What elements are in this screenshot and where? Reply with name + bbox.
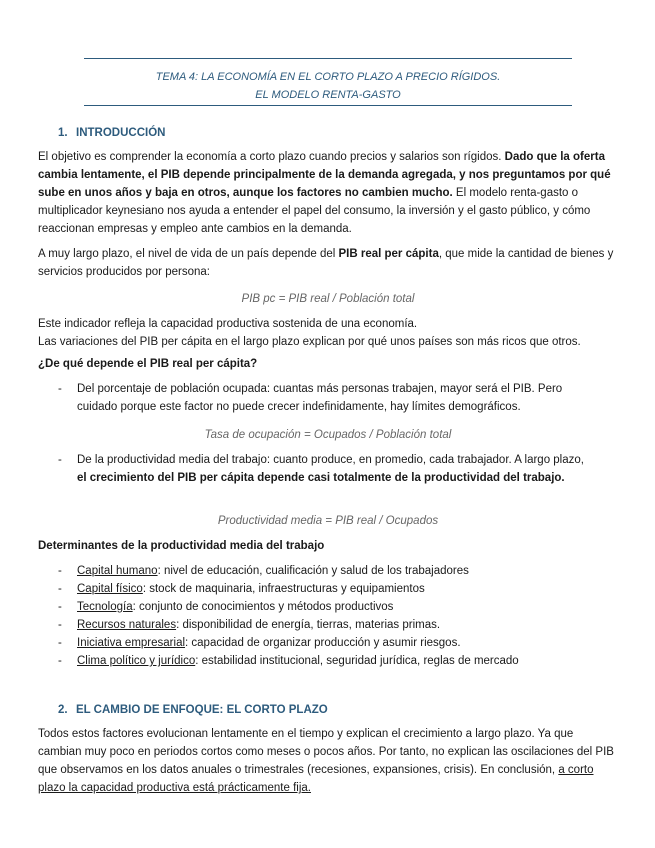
question-heading: ¿De qué depende el PIB real per cápita? <box>38 358 258 370</box>
section-1-title: INTRODUCCIÓN <box>76 127 166 139</box>
determinant-term: Clima político y jurídico <box>77 655 196 667</box>
list-dash: - <box>58 601 62 613</box>
gdp-text-bold: PIB real per cápita <box>338 248 439 260</box>
short-run-paragraph <box>38 725 618 797</box>
gdp-text-a: A muy largo plazo, el nivel de vida de un país depende del <box>38 248 339 260</box>
title-top-rule <box>84 58 572 59</box>
intro-text-bold: Dado que la oferta cambia lentamente, el PIB depende principalmente de la demanda agregada, y nos preguntamos por qué sube en unos años y baja en otros, aunque los factores no cambien mucho. <box>38 151 611 199</box>
determinant-desc: : conjunto de conocimientos y métodos productivos <box>132 601 394 613</box>
section-2-title: EL CAMBIO DE ENFOQUE: EL CORTO PLAZO <box>76 704 328 716</box>
determinant-desc: : estabilidad institucional, seguridad jurídica, reglas de mercado <box>195 655 519 667</box>
indicator-line-1: Este indicador refleja la capacidad productiva sostenida de una economía. <box>38 318 418 330</box>
title-line-2: EL MODELO RENTA-GASTO <box>255 89 401 101</box>
determinant-item <box>58 562 590 580</box>
list-item-productivity-text <box>77 451 590 487</box>
determinant-desc: : stock de maquinaria, infraestructuras y equipamientos <box>142 583 425 595</box>
determinants-heading: Determinantes de la productividad media del trabajo <box>38 540 325 552</box>
determinant-term: Iniciativa empresarial <box>77 637 186 649</box>
list-item-employment <box>58 380 590 416</box>
section-2-number: 2. <box>58 704 68 716</box>
formula-productivity: Productividad media = PIB real / Ocupados <box>217 515 439 527</box>
section-1-heading <box>58 124 165 142</box>
gdp-text-b: , que mide la cantidad de bienes y servicios producidos por persona: <box>38 248 614 278</box>
productivity-text-bold: el crecimiento del PIB per cápita depende casi totalmente de la productividad del trabajo. <box>77 472 565 484</box>
intro-paragraph <box>38 148 618 238</box>
determinant-desc: : nivel de educación, cualificación y salud de los trabajadores <box>157 565 469 577</box>
list-item-productivity <box>58 451 590 487</box>
indicator-paragraph <box>38 315 618 351</box>
list-dash: - <box>58 583 62 595</box>
intro-text-b: El modelo renta-gasto o multiplicador keynesiano nos ayuda a entender el papel del consumo, la inversión y el gasto público, y cómo reaccionan empresas y empleo ante cambios en la demanda. <box>38 187 591 235</box>
list-dash: - <box>58 383 62 395</box>
determinant-term: Tecnología <box>77 601 133 613</box>
gdp-per-capita-paragraph <box>38 245 618 281</box>
short-run-conclusion: a corto plazo la capacidad productiva está prácticamente fija. <box>38 764 594 794</box>
list-dash: - <box>58 619 62 631</box>
determinant-term: Capital humano <box>77 565 158 577</box>
determinant-term: Capital físico <box>77 583 143 595</box>
title-line-1: TEMA 4: LA ECONOMÍA EN EL CORTO PLAZO A PRECIO RÍGIDOS. <box>155 71 501 83</box>
determinant-item <box>58 652 590 670</box>
formula-employment-rate: Tasa de ocupación = Ocupados / Población total <box>204 429 452 441</box>
determinant-term: Recursos naturales <box>77 619 177 631</box>
determinant-desc: : capacidad de organizar producción y asumir riesgos. <box>185 637 461 649</box>
list-dash: - <box>58 637 62 649</box>
determinant-desc: : disponibilidad de energía, tierras, materias primas. <box>176 619 441 631</box>
determinant-item <box>58 598 590 616</box>
formula-gdp-per-capita: PIB pc = PIB real / Población total <box>241 293 415 305</box>
intro-text-a: El objetivo es comprender la economía a corto plazo cuando precios y salarios son rígidos. <box>38 151 505 163</box>
determinant-item <box>58 634 590 652</box>
section-2-heading <box>58 701 328 719</box>
list-dash: - <box>58 655 62 667</box>
determinant-item <box>58 580 590 598</box>
list-item-employment-text: Del porcentaje de población ocupada: cuantas más personas trabajen, mayor será el PIB. Pero cuidado porque este factor no puede crecer indefinidamente, hay límites demográficos. <box>77 383 563 413</box>
indicator-line-2: Las variaciones del PIB per cápita en el largo plazo explican por qué unos países son más ricos que otros. <box>38 336 581 348</box>
productivity-text-a: De la productividad media del trabajo: cuanto produce, en promedio, cada trabajador. A largo plazo, <box>77 454 584 466</box>
list-dash: - <box>58 454 62 466</box>
short-run-text: Todos estos factores evolucionan lentamente en el tiempo y explican el crecimiento a largo plazo. Ya que cambian muy poco en periodos cortos como meses o pocos años. Por tanto, no explican las oscilaciones del PIB que observamos en los datos anuales o trimestrales (recesiones, expansiones, crisis). En conclusión, <box>38 728 614 776</box>
document-title <box>84 68 572 104</box>
section-1-number: 1. <box>58 127 68 139</box>
list-dash: - <box>58 565 62 577</box>
title-bottom-rule <box>84 105 572 106</box>
determinant-item <box>58 616 590 634</box>
